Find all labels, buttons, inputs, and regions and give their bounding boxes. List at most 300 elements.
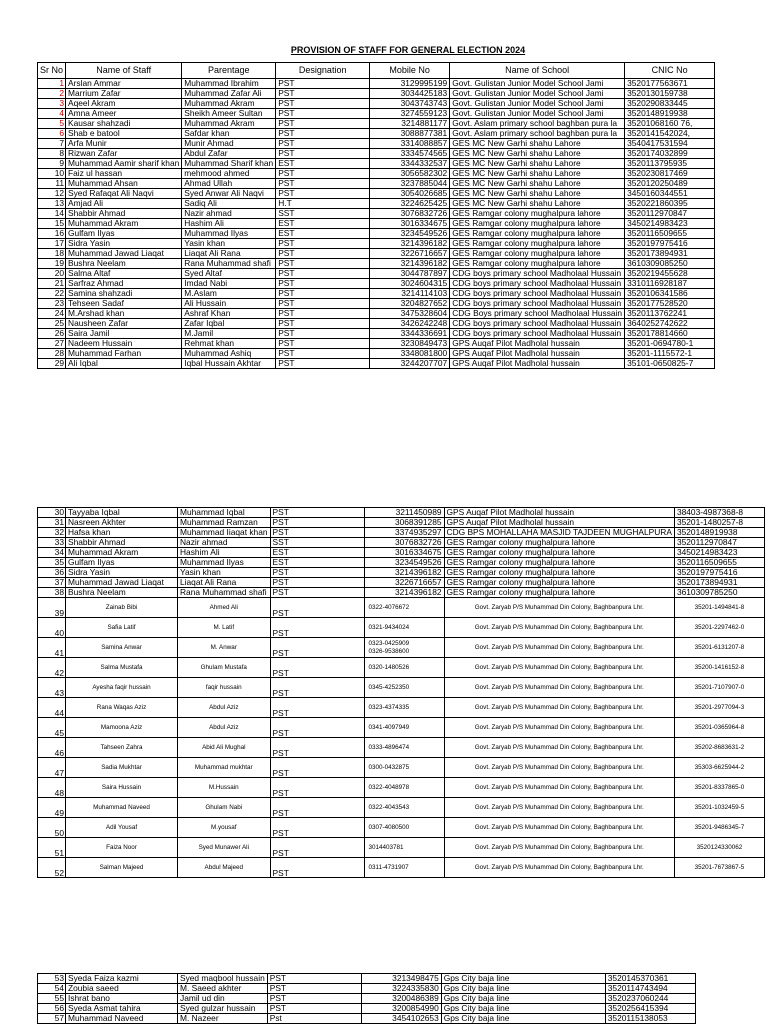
cell-parentage: Nazir ahmad xyxy=(182,209,276,219)
cell-school-name: Govt. Zaryab P/S Muhammad Din Colony, Baghbanpura Lhr. xyxy=(444,658,674,678)
cell-mobile-no: 3211450989 xyxy=(364,508,444,518)
table-row xyxy=(38,139,715,149)
cell-staff-name: Nausheen Zafar xyxy=(66,319,182,329)
table-row xyxy=(38,209,715,219)
cell-parentage: M. Nazeer xyxy=(178,1014,268,1024)
cell-cnic-no: 35101-0650825-7 xyxy=(625,359,715,369)
cell-cnic-no: 3520177563671 xyxy=(625,79,715,89)
cell-parentage: Abdul Zafar xyxy=(182,149,276,159)
cell-cnic-no: 3520115138053 xyxy=(605,1014,695,1024)
cell-cnic-no: 3520112970847 xyxy=(625,209,715,219)
cell-mobile-no: 3344332537 xyxy=(370,159,450,169)
cell-parentage: M. Anwar xyxy=(178,638,271,658)
cell-sr-no: 49 xyxy=(38,798,66,818)
cell-parentage: Iqbal Hussain Akhtar xyxy=(182,359,276,369)
cell-staff-name: Muhammad Farhan xyxy=(66,349,182,359)
cell-parentage: Hashim Ali xyxy=(182,219,276,229)
cell-school-name: Govt. Zaryab P/S Muhammad Din Colony, Baghbanpura Lhr. xyxy=(444,598,674,618)
cell-staff-name: Muhammad Jawad Liaqat xyxy=(66,249,182,259)
cell-sr-no: 19 xyxy=(38,259,66,269)
cell-school-name: Gps City baja line xyxy=(441,984,605,994)
cell-designation: PST xyxy=(270,598,364,618)
cell-cnic-no: 35201-8337865-0 xyxy=(674,778,764,798)
cell-parentage: Imdad Nabi xyxy=(182,279,276,289)
cell-designation: PST xyxy=(267,984,361,994)
cell-sr-no: 26 xyxy=(38,329,66,339)
cell-parentage: Muhammad Zafar Ali xyxy=(182,89,276,99)
cell-mobile-no: 0345-4252350 xyxy=(364,678,444,698)
cell-sr-no: 31 xyxy=(38,518,66,528)
cell-staff-name: Kausar shahzadi xyxy=(66,119,182,129)
cell-mobile-no: 0341-4097949 xyxy=(364,718,444,738)
table-row xyxy=(38,219,715,229)
cell-mobile-no: 3068391285 xyxy=(364,518,444,528)
cell-school-name: GES MC New Garhi shahu Lahore xyxy=(450,139,625,149)
cell-sr-no: 3 xyxy=(38,99,66,109)
cell-designation: PST xyxy=(270,718,364,738)
cell-staff-name: Sidra Yasin xyxy=(66,239,182,249)
cell-parentage: Rana Muhammad shafi xyxy=(182,259,276,269)
cell-staff-name: Bushra Neelam xyxy=(66,259,182,269)
cell-parentage: Syed gulzar hussain xyxy=(178,1004,268,1014)
cell-cnic-no: 3520112970847 xyxy=(674,538,764,548)
cell-mobile-no: 3056582302 xyxy=(370,169,450,179)
table-row xyxy=(38,199,715,209)
header-parentage: Parentage xyxy=(182,63,276,79)
cell-sr-no: 42 xyxy=(38,658,66,678)
cell-mobile-no: 3214396182 xyxy=(364,568,444,578)
cell-school-name: CDG BPS MOHALLAHA MASJID TAJDEEN MUGHALPURA xyxy=(444,528,674,538)
cell-designation: Pst xyxy=(267,1014,361,1024)
cell-staff-name: Ayesha faqir hussain xyxy=(66,678,178,698)
cell-sr-no: 21 xyxy=(38,279,66,289)
cell-sr-no: 40 xyxy=(38,618,66,638)
cell-parentage: Zafar Iqbal xyxy=(182,319,276,329)
table-row xyxy=(38,838,765,858)
table-row xyxy=(38,858,765,878)
cell-school-name: GES MC New Garhi shahu Lahore xyxy=(450,159,625,169)
cell-mobile-no: 0300-0432875 xyxy=(364,758,444,778)
cell-parentage: Muhammad mukhtar xyxy=(178,758,271,778)
cell-sr-no: 37 xyxy=(38,578,66,588)
cell-staff-name: Zoubia saeed xyxy=(66,984,178,994)
cell-sr-no: 24 xyxy=(38,309,66,319)
cell-staff-name: Bushra Neelam xyxy=(66,588,178,598)
cell-staff-name: Shab e batool xyxy=(66,129,182,139)
header-name-of-staff: Name of Staff xyxy=(66,63,182,79)
cell-sr-no: 33 xyxy=(38,538,66,548)
table-row xyxy=(38,974,696,984)
cell-designation: PST xyxy=(276,79,370,89)
cell-designation: PST xyxy=(270,568,364,578)
table-row xyxy=(38,718,765,738)
table-row xyxy=(38,339,715,349)
header-designation: Designation xyxy=(276,63,370,79)
cell-designation: PST xyxy=(270,528,364,538)
cell-sr-no: 41 xyxy=(38,638,66,658)
cell-parentage: Ahmed Ali xyxy=(178,598,271,618)
staff-table-block-1 xyxy=(37,62,715,369)
table-row xyxy=(38,638,765,658)
cell-mobile-no: 3213498475 xyxy=(361,974,441,984)
cell-mobile-no: 3234549526 xyxy=(364,558,444,568)
cell-cnic-no: 3520237060244 xyxy=(605,994,695,1004)
cell-mobile-no: 3334574565 xyxy=(370,149,450,159)
cell-designation: PST xyxy=(270,618,364,638)
cell-parentage: Safdar khan xyxy=(182,129,276,139)
cell-parentage: faqir hussain xyxy=(178,678,271,698)
cell-designation: PST xyxy=(276,259,370,269)
cell-school-name: CDG Boys primary school Madholaal Hussain xyxy=(450,309,625,319)
cell-sr-no: 13 xyxy=(38,199,66,209)
cell-mobile-no: 3314088857 xyxy=(370,139,450,149)
header-mobile-no: Mobile No xyxy=(370,63,450,79)
table-row xyxy=(38,229,715,239)
cell-parentage: Liaqat Ali Rana xyxy=(182,249,276,259)
cell-cnic-no: 3520256415394 xyxy=(605,1004,695,1014)
cell-cnic-no: 3610309085250 xyxy=(625,259,715,269)
cell-designation: PST xyxy=(270,638,364,658)
cell-cnic-no: 3640252742622 xyxy=(625,319,715,329)
cell-designation: PST xyxy=(276,149,370,159)
table-row xyxy=(38,994,696,1004)
cell-cnic-no: 3520116509655 xyxy=(674,558,764,568)
cell-cnic-no: 35303-6625944-2 xyxy=(674,758,764,778)
cell-mobile-no: 3054026685 xyxy=(370,189,450,199)
cell-cnic-no: 35201-1115572-1 xyxy=(625,349,715,359)
cell-cnic-no: 3520120250489 xyxy=(625,179,715,189)
cell-school-name: Govt. Zaryab P/S Muhammad Din Colony, Baghbanpura Lhr. xyxy=(444,818,674,838)
cell-designation: PST xyxy=(276,119,370,129)
table-row xyxy=(38,658,765,678)
cell-parentage: Muhammad Iiaqat khan xyxy=(178,528,271,538)
cell-cnic-no: 35201-0365964-8 xyxy=(674,718,764,738)
cell-mobile-no: 3214114103 xyxy=(370,289,450,299)
cell-parentage: Ahmad Ullah xyxy=(182,179,276,189)
cell-staff-name: Adil Yousaf xyxy=(66,818,178,838)
table-row xyxy=(38,249,715,259)
cell-mobile-no: 3244207707 xyxy=(370,359,450,369)
cell-mobile-no: 3454102653 xyxy=(361,1014,441,1024)
cell-school-name: GPS Auqaf Pilot Madholal hussain xyxy=(450,349,625,359)
cell-parentage: Muhammad Ashiq xyxy=(182,349,276,359)
cell-mobile-no: 3237885044 xyxy=(370,179,450,189)
cell-staff-name: Faiz ul hassan xyxy=(66,169,182,179)
cell-school-name: Govt. Aslam primary school baghban pura la xyxy=(450,119,625,129)
cell-staff-name: M.Arshad khan xyxy=(66,309,182,319)
cell-sr-no: 53 xyxy=(38,974,66,984)
cell-mobile-no: 3016334675 xyxy=(370,219,450,229)
cell-staff-name: Gulfam Ilyas xyxy=(66,229,182,239)
cell-sr-no: 18 xyxy=(38,249,66,259)
cell-school-name: GES Ramgar colony mughalpura lahore xyxy=(450,209,625,219)
cell-mobile-no: 3043743743 xyxy=(370,99,450,109)
cell-parentage: Nazir ahmad xyxy=(178,538,271,548)
cell-mobile-no: 3214881177 xyxy=(370,119,450,129)
cell-parentage: Yasin khan xyxy=(178,568,271,578)
cell-parentage: Rana Muhammad shafi xyxy=(178,588,271,598)
cell-staff-name: Tehseen Sadaf xyxy=(66,299,182,309)
table-row xyxy=(38,319,715,329)
cell-designation: PST xyxy=(276,329,370,339)
cell-staff-name: Shabbir Ahmad xyxy=(66,209,182,219)
block-3-rows xyxy=(38,974,696,1024)
cell-mobile-no: 3214396182 xyxy=(364,588,444,598)
table-row xyxy=(38,109,715,119)
cell-designation: EST xyxy=(276,159,370,169)
cell-school-name: Govt. Zaryab P/S Muhammad Din Colony, Baghbanpura Lhr. xyxy=(444,698,674,718)
cell-mobile-no: 3076832726 xyxy=(364,538,444,548)
cell-designation: PST xyxy=(276,129,370,139)
cell-sr-no: 8 xyxy=(38,149,66,159)
cell-mobile-no: 3200486389 xyxy=(361,994,441,1004)
cell-mobile-no: 3374935297 xyxy=(364,528,444,538)
cell-staff-name: Muhammad Ahsan xyxy=(66,179,182,189)
cell-designation: PST xyxy=(267,1004,361,1014)
cell-designation: H.T xyxy=(276,199,370,209)
cell-designation: PST xyxy=(276,189,370,199)
cell-cnic-no: 3520113795935 xyxy=(625,159,715,169)
staff-table-block-3 xyxy=(37,973,696,1024)
header-cnic-no: CNIC No xyxy=(625,63,715,79)
table-row xyxy=(38,758,765,778)
cell-designation: PST xyxy=(276,99,370,109)
cell-school-name: GPS Auqaf Pilot Madholal hussain xyxy=(444,518,674,528)
cell-cnic-no: 3520141542024, xyxy=(625,129,715,139)
cell-designation: PST xyxy=(270,508,364,518)
cell-cnic-no: 3450214983423 xyxy=(674,548,764,558)
cell-cnic-no: 35201-1480257-8 xyxy=(674,518,764,528)
table-row xyxy=(38,568,765,578)
cell-staff-name: Sidra Yasin xyxy=(66,568,178,578)
cell-cnic-no: 3520230817469 xyxy=(625,169,715,179)
cell-cnic-no: 3520148919938 xyxy=(674,528,764,538)
cell-school-name: Govt. Zaryab P/S Muhammad Din Colony, Baghbanpura Lhr. xyxy=(444,858,674,878)
cell-staff-name: Tayyaba Iqbal xyxy=(66,508,178,518)
cell-parentage: Abdul Aziz xyxy=(178,718,271,738)
cell-parentage: Liaqat Ali Rana xyxy=(178,578,271,588)
cell-school-name: Govt. Zaryab P/S Muhammad Din Colony, Baghbanpura Lhr. xyxy=(444,638,674,658)
cell-school-name: GES MC New Garhi shahu Lahore xyxy=(450,179,625,189)
cell-designation: PST xyxy=(267,994,361,1004)
staff-table-block-2 xyxy=(37,507,765,878)
table-row xyxy=(38,179,715,189)
cell-mobile-no: 0311-4731907 xyxy=(364,858,444,878)
cell-cnic-no: 3610309785250 xyxy=(674,588,764,598)
table-row xyxy=(38,528,765,538)
cell-mobile-no: 0323-4374335 xyxy=(364,698,444,718)
table-row xyxy=(38,578,765,588)
cell-sr-no: 32 xyxy=(38,528,66,538)
cell-school-name: GES Ramgar colony mughalpura lahore xyxy=(450,239,625,249)
cell-school-name: Gps City baja line xyxy=(441,1004,605,1014)
cell-sr-no: 10 xyxy=(38,169,66,179)
cell-parentage: M.Aslam xyxy=(182,289,276,299)
table-row xyxy=(38,239,715,249)
cell-school-name: GES Ramgar colony mughalpura lahore xyxy=(450,219,625,229)
cell-staff-name: Syeda Asmat tahira xyxy=(66,1004,178,1014)
table-row xyxy=(38,79,715,89)
cell-sr-no: 45 xyxy=(38,718,66,738)
cell-school-name: Govt. Zaryab P/S Muhammad Din Colony, Baghbanpura Lhr. xyxy=(444,758,674,778)
cell-staff-name: Samina shahzadi xyxy=(66,289,182,299)
cell-mobile-no: 3024604315 xyxy=(370,279,450,289)
cell-designation: PST xyxy=(276,349,370,359)
cell-school-name: CDG boys primary school Madholaal Hussain xyxy=(450,299,625,309)
cell-sr-no: 28 xyxy=(38,349,66,359)
cell-staff-name: Muhammad Naveed xyxy=(66,798,178,818)
cell-staff-name: Gulfam Ilyas xyxy=(66,558,178,568)
cell-mobile-no: 0320-1480526 xyxy=(364,658,444,678)
cell-staff-name: Zainab Bibi xyxy=(66,598,178,618)
table-row xyxy=(38,598,765,618)
cell-sr-no: 38 xyxy=(38,588,66,598)
cell-sr-no: 1 xyxy=(38,79,66,89)
cell-staff-name: Rana Waqas Aziz xyxy=(66,698,178,718)
cell-sr-no: 57 xyxy=(38,1014,66,1024)
cell-designation: PST xyxy=(276,139,370,149)
cell-mobile-no: 3344336691 xyxy=(370,329,450,339)
table-row xyxy=(38,259,715,269)
cell-sr-no: 44 xyxy=(38,698,66,718)
table-row xyxy=(38,149,715,159)
cell-staff-name: Faiza Noor xyxy=(66,838,178,858)
cell-staff-name: Aqeel Akram xyxy=(66,99,182,109)
cell-mobile-no: 3088877381 xyxy=(370,129,450,139)
cell-school-name: Gps City baja line xyxy=(441,974,605,984)
cell-designation: PST xyxy=(276,179,370,189)
cell-designation: PST xyxy=(276,359,370,369)
cell-mobile-no: 3076832726 xyxy=(370,209,450,219)
cell-school-name: Govt. Zaryab P/S Muhammad Din Colony, Baghbanpura Lhr. xyxy=(444,738,674,758)
cell-parentage: Jamil ud din xyxy=(178,994,268,1004)
cell-school-name: Gps City baja line xyxy=(441,994,605,1004)
table-row xyxy=(38,309,715,319)
cell-mobile-no: 3226716657 xyxy=(364,578,444,588)
cell-school-name: Govt. Gulistan Junior Model School Jami xyxy=(450,109,625,119)
table-row xyxy=(38,159,715,169)
cell-sr-no: 56 xyxy=(38,1004,66,1014)
cell-sr-no: 29 xyxy=(38,359,66,369)
table-row xyxy=(38,678,765,698)
cell-sr-no: 14 xyxy=(38,209,66,219)
cell-staff-name: Salma Altaf xyxy=(66,269,182,279)
cell-designation: PST xyxy=(276,289,370,299)
cell-staff-name: Amna Ameer xyxy=(66,109,182,119)
cell-school-name: GES Ramgar colony mughalpura lahore xyxy=(444,588,674,598)
cell-school-name: GPS Auqaf Pilot Madholal hussain xyxy=(450,359,625,369)
cell-staff-name: Rizwan Zafar xyxy=(66,149,182,159)
table-row xyxy=(38,548,765,558)
cell-staff-name: Muhammad Akram xyxy=(66,219,182,229)
cell-school-name: CDG boys primary school Madholaal Hussain xyxy=(450,269,625,279)
cell-staff-name: Saira Hussain xyxy=(66,778,178,798)
cell-mobile-no: 3129995199 xyxy=(370,79,450,89)
cell-school-name: Govt. Gulistan Junior Model School Jami xyxy=(450,79,625,89)
cell-staff-name: Ali Iqbal xyxy=(66,359,182,369)
table-row xyxy=(38,279,715,289)
cell-cnic-no: 35201-1494841-8 xyxy=(674,598,764,618)
table-row xyxy=(38,189,715,199)
cell-school-name: GES Ramgar colony mughalpura lahore xyxy=(444,558,674,568)
cell-mobile-no: 3230849473 xyxy=(370,339,450,349)
cell-mobile-no: 0323-0425909 0326-9538600 xyxy=(364,638,444,658)
table-row xyxy=(38,299,715,309)
table-row xyxy=(38,119,715,129)
cell-cnic-no: 3520124330062 xyxy=(674,838,764,858)
cell-mobile-no: 3348081800 xyxy=(370,349,450,359)
cell-sr-no: 36 xyxy=(38,568,66,578)
cell-designation: EST xyxy=(276,219,370,229)
cell-staff-name: Marrium Zafar xyxy=(66,89,182,99)
cell-cnic-no: 3520106341586 xyxy=(625,289,715,299)
cell-parentage: M. Latif xyxy=(178,618,271,638)
cell-designation: PST xyxy=(270,818,364,838)
cell-sr-no: 15 xyxy=(38,219,66,229)
cell-designation: PST xyxy=(270,678,364,698)
cell-school-name: GES Ramgar colony mughalpura lahore xyxy=(444,578,674,588)
cell-school-name: CDG boys primary school Madholaal Hussain xyxy=(450,329,625,339)
cell-parentage: Syed Altaf xyxy=(182,269,276,279)
cell-school-name: GES Ramgar colony mughalpura lahore xyxy=(450,259,625,269)
cell-parentage: Abdul Aziz xyxy=(178,698,271,718)
cell-parentage: Sheikh Ameer Sultan xyxy=(182,109,276,119)
cell-sr-no: 11 xyxy=(38,179,66,189)
cell-parentage: Syed maqbool hussain xyxy=(178,974,268,984)
cell-mobile-no: 0333-4896474 xyxy=(364,738,444,758)
cell-school-name: GES MC New Garhi shahu Lahore xyxy=(450,169,625,179)
cell-school-name: GPS Auqaf Pilot Madholal hussain xyxy=(444,508,674,518)
cell-cnic-no: 35201-2297462-0 xyxy=(674,618,764,638)
cell-sr-no: 39 xyxy=(38,598,66,618)
cell-mobile-no: 3224335830 xyxy=(361,984,441,994)
cell-sr-no: 51 xyxy=(38,838,66,858)
cell-sr-no: 22 xyxy=(38,289,66,299)
cell-designation: PST xyxy=(270,658,364,678)
cell-mobile-no: 0322-4048978 xyxy=(364,778,444,798)
cell-designation: EST xyxy=(270,548,364,558)
cell-school-name: Govt. Gulistan Junior Model School Jami xyxy=(450,99,625,109)
cell-cnic-no: 35202-8683631-2 xyxy=(674,738,764,758)
cell-cnic-no: 3520113762241 xyxy=(625,309,715,319)
cell-sr-no: 50 xyxy=(38,818,66,838)
cell-sr-no: 46 xyxy=(38,738,66,758)
cell-designation: PST xyxy=(270,518,364,528)
cell-sr-no: 7 xyxy=(38,139,66,149)
cell-school-name: Govt. Zaryab P/S Muhammad Din Colony, Baghbanpura Lhr. xyxy=(444,718,674,738)
table-row xyxy=(38,1004,696,1014)
table-row xyxy=(38,1014,696,1024)
cell-sr-no: 20 xyxy=(38,269,66,279)
cell-cnic-no: 35201-2977094-3 xyxy=(674,698,764,718)
cell-school-name: CDG boys primary school Madholaal Hussain xyxy=(450,289,625,299)
cell-sr-no: 25 xyxy=(38,319,66,329)
cell-designation: PST xyxy=(270,798,364,818)
table-row xyxy=(38,289,715,299)
table-row xyxy=(38,269,715,279)
cell-sr-no: 48 xyxy=(38,778,66,798)
cell-cnic-no: 3520130159738 xyxy=(625,89,715,99)
header-row xyxy=(38,63,715,79)
cell-parentage: Muhammad Sharif khan xyxy=(182,159,276,169)
cell-staff-name: Syeda Faiza kazmi xyxy=(66,974,178,984)
cell-staff-name: Muhammad Akram xyxy=(66,548,178,558)
cell-designation: PST xyxy=(270,738,364,758)
cell-staff-name: Muhammad Naveed xyxy=(66,1014,178,1024)
cell-staff-name: Nasreen Akhter xyxy=(66,518,178,528)
cell-cnic-no: 3520221860395 xyxy=(625,199,715,209)
cell-parentage: Hashim Ali xyxy=(178,548,271,558)
